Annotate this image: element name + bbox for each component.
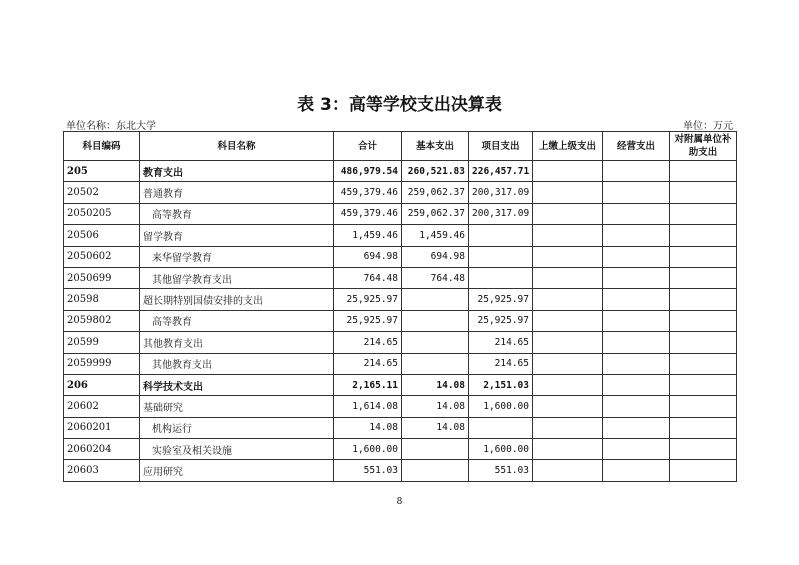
cell-project: 214.65: [469, 332, 533, 353]
cell-upper: [533, 332, 603, 353]
header-total: 合计: [334, 132, 402, 161]
cell-basic: 259,062.37: [402, 203, 469, 224]
cell-basic: 259,062.37: [402, 182, 469, 203]
table-row: [64, 246, 737, 267]
cell-operating: [603, 439, 670, 460]
cell-name: 科学技术支出: [140, 374, 334, 395]
cell-code: 20502: [64, 182, 140, 203]
cell-code: 206: [64, 374, 140, 395]
table-row: [64, 289, 737, 310]
cell-name: 普通教育: [140, 182, 334, 203]
header-subsidy: 对附属单位补助支出: [670, 132, 737, 161]
cell-upper: [533, 417, 603, 438]
cell-code: 2060204: [64, 439, 140, 460]
cell-subsidy: [670, 203, 737, 224]
cell-code: 2060201: [64, 417, 140, 438]
cell-total: 459,379.46: [334, 203, 402, 224]
cell-name: 基础研究: [140, 396, 334, 417]
cell-name: 高等教育: [140, 310, 334, 331]
cell-operating: [603, 460, 670, 481]
header-upper: 上缴上级支出: [533, 132, 603, 161]
cell-project: [469, 417, 533, 438]
cell-name: 其他教育支出: [140, 353, 334, 374]
cell-upper: [533, 310, 603, 331]
cell-code: 2059802: [64, 310, 140, 331]
cell-subsidy: [670, 225, 737, 246]
table-row: [64, 310, 737, 331]
cell-project: 25,925.97: [469, 289, 533, 310]
cell-operating: [603, 203, 670, 224]
cell-operating: [603, 182, 670, 203]
cell-basic: [402, 310, 469, 331]
table-row: [64, 353, 737, 374]
cell-name: 高等教育: [140, 203, 334, 224]
cell-subsidy: [670, 353, 737, 374]
cell-total: 459,379.46: [334, 182, 402, 203]
table-row: [64, 439, 737, 460]
cell-subsidy: [670, 460, 737, 481]
cell-upper: [533, 396, 603, 417]
cell-project: 200,317.09: [469, 203, 533, 224]
cell-subsidy: [670, 289, 737, 310]
cell-code: 20506: [64, 225, 140, 246]
cell-operating: [603, 332, 670, 353]
table-row: [64, 396, 737, 417]
cell-project: [469, 246, 533, 267]
table-row: [64, 332, 737, 353]
cell-upper: [533, 161, 603, 182]
table-row: [64, 374, 737, 395]
cell-total: 14.08: [334, 417, 402, 438]
cell-operating: [603, 246, 670, 267]
cell-upper: [533, 267, 603, 288]
cell-subsidy: [670, 439, 737, 460]
cell-upper: [533, 225, 603, 246]
cell-project: [469, 225, 533, 246]
cell-total: 694.98: [334, 246, 402, 267]
header-name: 科目名称: [140, 132, 334, 161]
cell-subsidy: [670, 182, 737, 203]
cell-total: 1,600.00: [334, 439, 402, 460]
header-operating: 经营支出: [603, 132, 670, 161]
cell-subsidy: [670, 332, 737, 353]
unit-name-label: 单位名称：东北大学: [66, 121, 156, 132]
cell-name: 超长期特别国债安排的支出: [140, 289, 334, 310]
cell-name: 其他教育支出: [140, 332, 334, 353]
table-row: [64, 225, 737, 246]
cell-operating: [603, 310, 670, 331]
cell-project: 214.65: [469, 353, 533, 374]
cell-subsidy: [670, 161, 737, 182]
cell-basic: 260,521.83: [402, 161, 469, 182]
cell-basic: 1,459.46: [402, 225, 469, 246]
cell-name: 教育支出: [140, 161, 334, 182]
cell-project: 1,600.00: [469, 439, 533, 460]
expenditure-table: [63, 131, 737, 482]
header-code: 科目编码: [64, 132, 140, 161]
cell-code: 205: [64, 161, 140, 182]
cell-operating: [603, 353, 670, 374]
cell-basic: [402, 439, 469, 460]
cell-upper: [533, 460, 603, 481]
cell-upper: [533, 246, 603, 267]
cell-subsidy: [670, 267, 737, 288]
cell-operating: [603, 225, 670, 246]
cell-upper: [533, 203, 603, 224]
cell-subsidy: [670, 417, 737, 438]
cell-project: 25,925.97: [469, 310, 533, 331]
cell-code: 20598: [64, 289, 140, 310]
cell-code: 20602: [64, 396, 140, 417]
cell-operating: [603, 289, 670, 310]
cell-code: 2050699: [64, 267, 140, 288]
cell-total: 486,979.54: [334, 161, 402, 182]
cell-project: 200,317.09: [469, 182, 533, 203]
cell-basic: [402, 289, 469, 310]
table-header-row: [64, 132, 737, 161]
table-row: [64, 182, 737, 203]
cell-name: 机构运行: [140, 417, 334, 438]
cell-code: 2050205: [64, 203, 140, 224]
cell-operating: [603, 374, 670, 395]
page-number: 8: [396, 497, 403, 507]
cell-project: 551.03: [469, 460, 533, 481]
cell-subsidy: [670, 310, 737, 331]
cell-subsidy: [670, 396, 737, 417]
cell-project: 1,600.00: [469, 396, 533, 417]
cell-code: 2050602: [64, 246, 140, 267]
cell-total: 25,925.97: [334, 289, 402, 310]
table-row: [64, 203, 737, 224]
unit-label: 单位：万元: [683, 121, 733, 132]
cell-project: [469, 267, 533, 288]
table-row: [64, 460, 737, 481]
cell-upper: [533, 439, 603, 460]
cell-total: 214.65: [334, 353, 402, 374]
cell-basic: 694.98: [402, 246, 469, 267]
cell-basic: 14.08: [402, 396, 469, 417]
cell-project: 226,457.71: [469, 161, 533, 182]
cell-basic: 764.48: [402, 267, 469, 288]
page-title: 表 3：高等学校支出决算表: [297, 95, 502, 115]
cell-name: 应用研究: [140, 460, 334, 481]
cell-upper: [533, 353, 603, 374]
cell-code: 2059999: [64, 353, 140, 374]
cell-upper: [533, 289, 603, 310]
cell-basic: [402, 332, 469, 353]
cell-name: 实验室及相关设施: [140, 439, 334, 460]
table-row: [64, 161, 737, 182]
cell-name: 其他留学教育支出: [140, 267, 334, 288]
cell-total: 551.03: [334, 460, 402, 481]
cell-total: 2,165.11: [334, 374, 402, 395]
cell-code: 20599: [64, 332, 140, 353]
cell-basic: 14.08: [402, 417, 469, 438]
cell-operating: [603, 267, 670, 288]
cell-code: 20603: [64, 460, 140, 481]
cell-operating: [603, 396, 670, 417]
cell-subsidy: [670, 374, 737, 395]
table-row: [64, 267, 737, 288]
cell-name: 留学教育: [140, 225, 334, 246]
cell-upper: [533, 182, 603, 203]
cell-subsidy: [670, 246, 737, 267]
header-basic: 基本支出: [402, 132, 469, 161]
cell-total: 764.48: [334, 267, 402, 288]
cell-total: 214.65: [334, 332, 402, 353]
cell-basic: [402, 353, 469, 374]
cell-basic: [402, 460, 469, 481]
table-row: [64, 417, 737, 438]
cell-upper: [533, 374, 603, 395]
cell-name: 来华留学教育: [140, 246, 334, 267]
cell-basic: 14.08: [402, 374, 469, 395]
cell-total: 1,459.46: [334, 225, 402, 246]
cell-operating: [603, 417, 670, 438]
cell-project: 2,151.03: [469, 374, 533, 395]
header-project: 项目支出: [469, 132, 533, 161]
cell-total: 1,614.08: [334, 396, 402, 417]
cell-operating: [603, 161, 670, 182]
cell-total: 25,925.97: [334, 310, 402, 331]
